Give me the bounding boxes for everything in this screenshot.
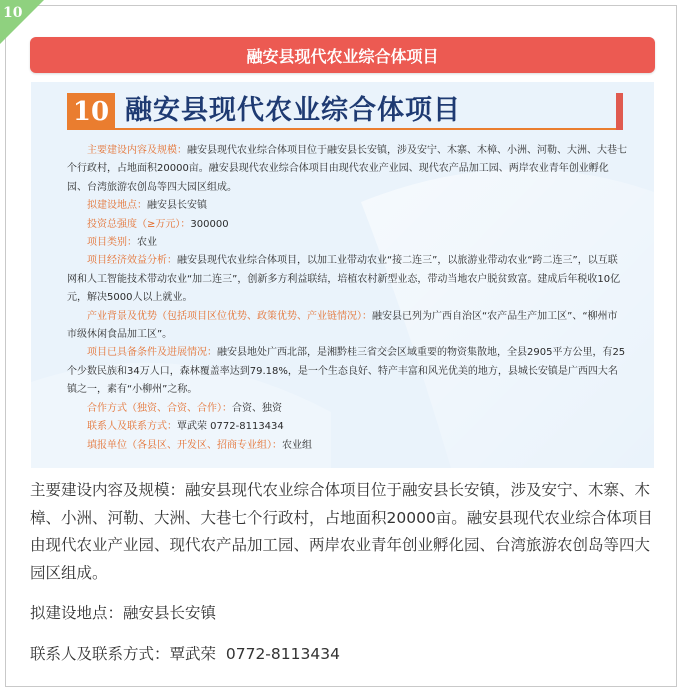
- project-number: 10: [67, 93, 115, 130]
- title-end-bar: [616, 93, 623, 130]
- body-paragraph-location: 拟建设地点：融安县长安镇: [30, 604, 217, 622]
- title-banner: 融安县现代农业综合体项目: [30, 37, 655, 73]
- detail-label: 联系人及联系方式：: [87, 421, 177, 433]
- detail-value: 融安县长安镇: [147, 200, 207, 212]
- detail-category: [67, 234, 627, 252]
- detail-value: 融安县地处广西北部，是湘黔桂三省交会区域重要的物资集散地，全县2905平方公里，有25个少数民族和34万人口，森林覆盖率达到79.18%，是一个生态良好、特产丰富和风光优美的地方，县城长安镇是广西四大名镇之一，素有“小柳州”之称。: [67, 347, 626, 396]
- detail-value: 融安县现代农业综合体项目位于融安县长安镇，涉及安宁、木寨、木樟、小洲、河勒、大洲、大巷七个行政村，占地面积20000亩。融安县现代农业综合体项目由现代农业产业园、现代农产品加工园、两岸农业青年创业孵化园、台湾旅游农创岛等四大园区组成。: [67, 145, 627, 193]
- detail-benefit: [67, 252, 627, 307]
- detail-value: 合资、独资: [232, 402, 282, 414]
- detail-reporter: [67, 437, 627, 455]
- detail-cooperation: [67, 400, 627, 418]
- detail-scope: [67, 142, 627, 197]
- body-paragraph-scope: 主要建设内容及规模：融安县现代农业综合体项目位于融安县长安镇，涉及安宁、木寨、木樟、小洲、河勒、大洲、大巷七个行政村，占地面积20000亩。融安县现代农业综合体项目由现代农业产业园、现代农产品加工园、两岸农业青年创业孵化园、台湾旅游农创岛等四大园区组成。: [30, 481, 653, 582]
- detail-value: 融安县现代农业综合体项目，以加工业带动农业“接二连三”，以旅游业带动农业“跨二连三”，以互联网和人工智能技术带动农业“加二连三”，创新多方利益联结，培植农村新型业态，带动当地农户脱贫致富。建成后年税收10亿元，解决5000人以上就业。: [67, 255, 621, 304]
- project-card: [31, 82, 654, 468]
- detail-value: 融安县已列为广西自治区“农产品生产加工区”、“柳州市市级休闲食品加工区”。: [67, 310, 618, 341]
- detail-investment: [67, 216, 627, 234]
- detail-label: 产业背景及优势（包括项目区位优势、政策优势、产业链情况）：: [87, 310, 372, 322]
- detail-contact: [67, 418, 627, 436]
- detail-label: 合作方式（独资、合资、合作）：: [87, 402, 232, 414]
- detail-label: 拟建设地点：: [87, 200, 147, 212]
- detail-conditions: [67, 344, 627, 399]
- detail-label: 项目已具备条件及进展情况：: [87, 347, 217, 359]
- detail-label: 填报单位（各县区、开发区、招商专业组）：: [87, 439, 282, 451]
- detail-label: 主要建设内容及规模：: [87, 145, 187, 156]
- body-paragraph-contact: 联系人及联系方式：覃武荣 0772-8113434: [30, 644, 340, 663]
- project-details: [67, 142, 627, 455]
- detail-value: 覃武荣 0772-8113434: [177, 421, 284, 433]
- detail-value: 300000: [190, 218, 229, 230]
- article-body: [30, 477, 660, 668]
- detail-label: 投资总强度（≥万元）：: [87, 218, 191, 230]
- corner-number: 10: [3, 5, 23, 21]
- detail-label: 项目经济效益分析：: [87, 255, 177, 267]
- title-underline: [115, 128, 623, 130]
- detail-background: [67, 308, 627, 345]
- detail-value: 农业组: [282, 439, 312, 451]
- card-header: [67, 93, 623, 130]
- card-title: 融安县现代农业综合体项目: [125, 95, 461, 126]
- detail-label: 项目类别：: [87, 237, 137, 249]
- detail-location: [67, 197, 627, 215]
- detail-value: 农业: [137, 237, 157, 249]
